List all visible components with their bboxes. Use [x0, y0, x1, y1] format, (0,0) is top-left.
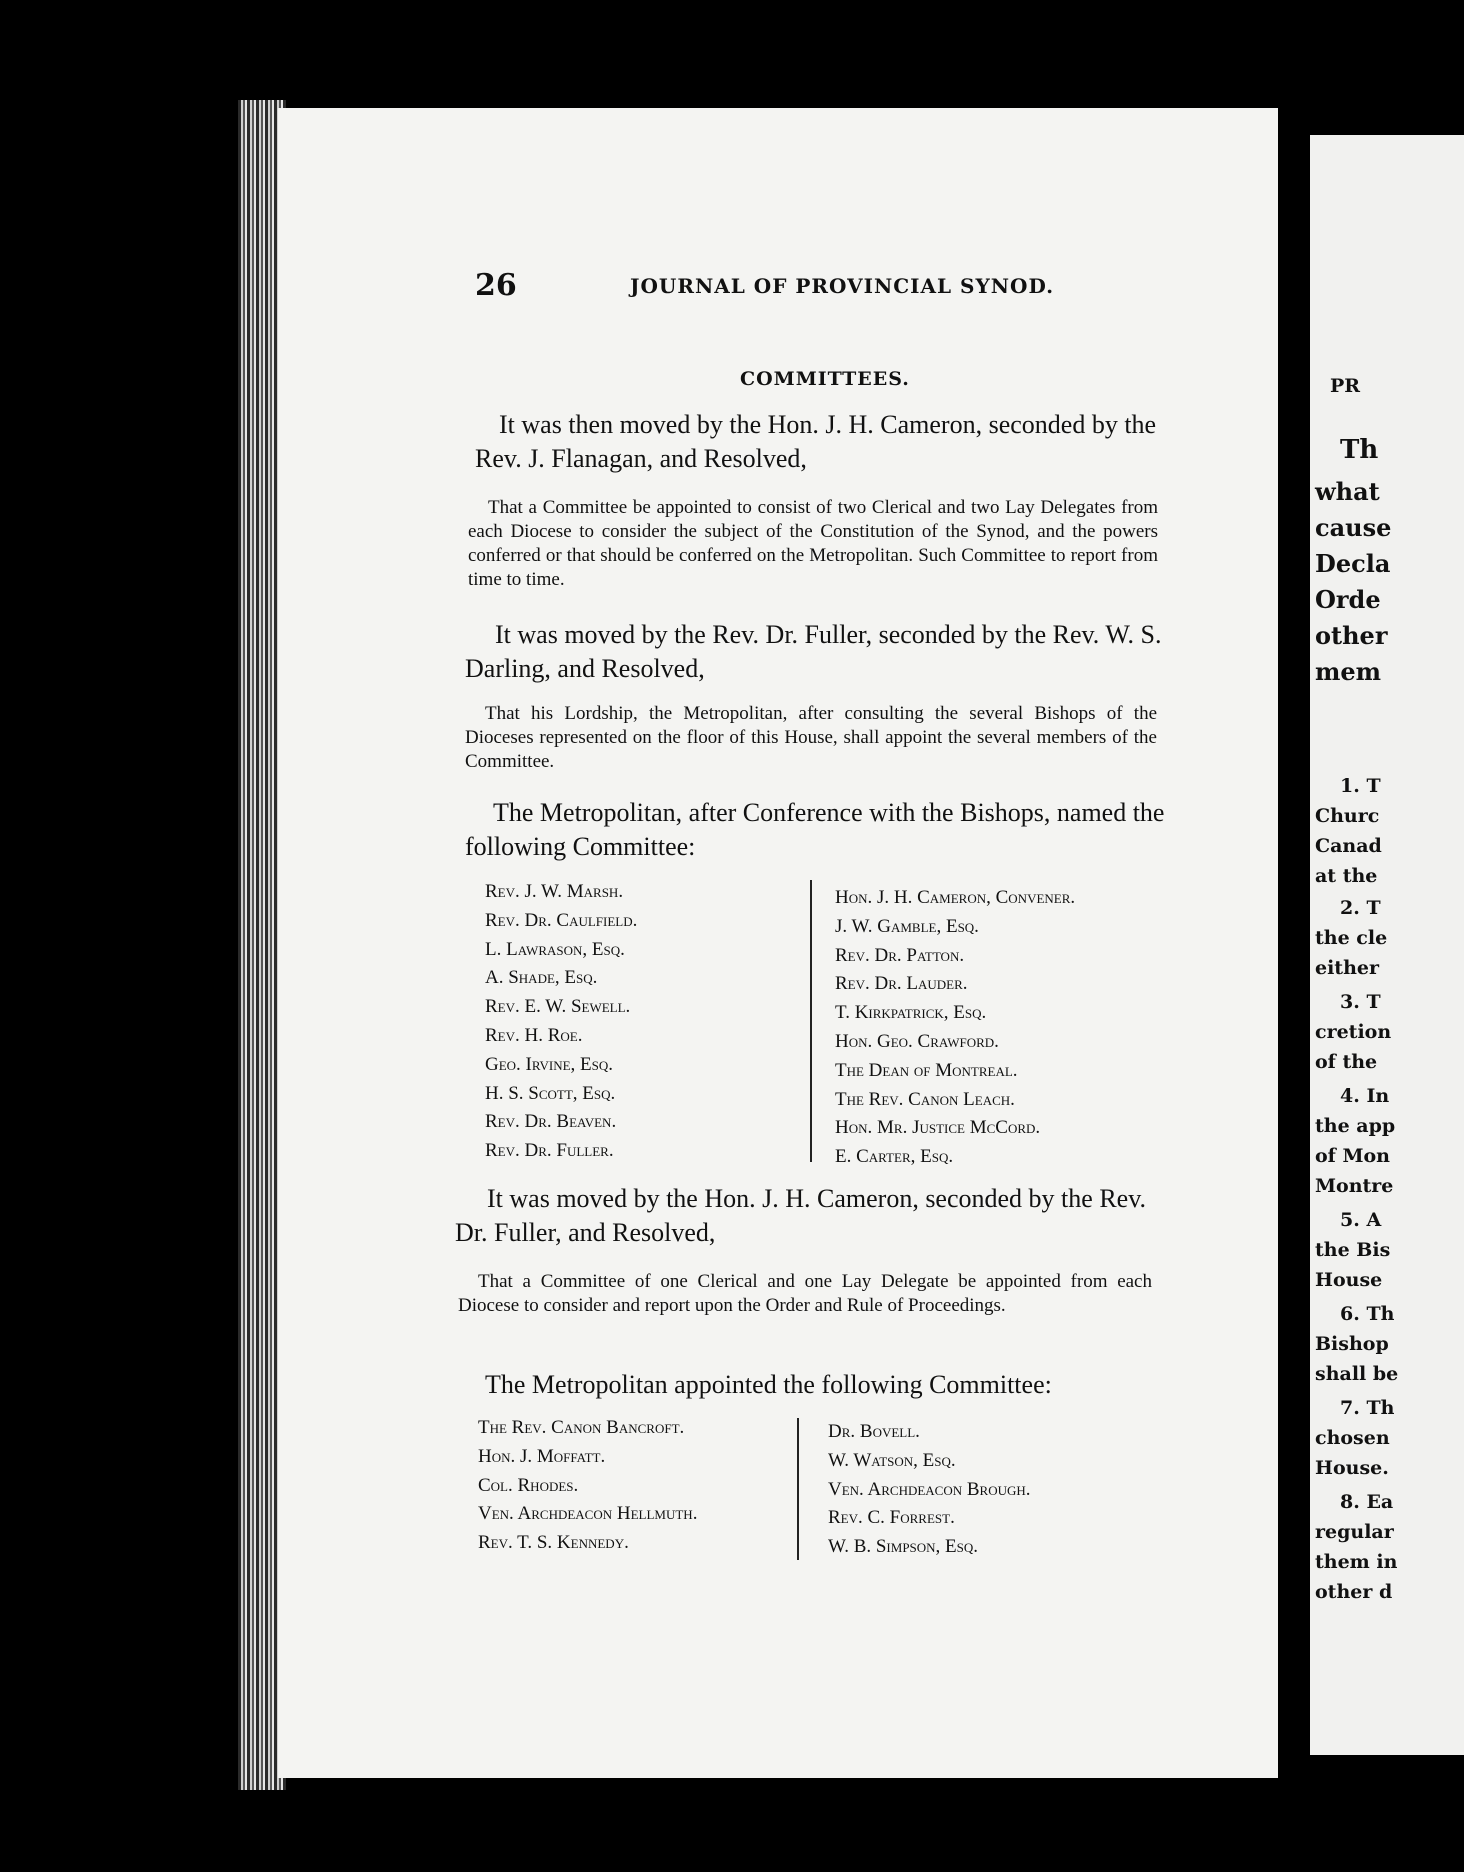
facing-page: [1310, 135, 1464, 1755]
facing-fragment: Montre: [1315, 1175, 1394, 1197]
committee-member: Rev. T. S. Kennedy.: [478, 1532, 629, 1554]
committee-member: Ven. Archdeacon Hellmuth.: [478, 1503, 698, 1525]
facing-fragment: chosen: [1315, 1427, 1390, 1449]
facing-fragment: Th: [1340, 435, 1379, 465]
facing-fragment: the cle: [1315, 927, 1388, 949]
facing-fragment: Churc: [1315, 805, 1380, 827]
facing-fragment: PR: [1330, 375, 1361, 397]
facing-fragment: cause: [1315, 513, 1392, 542]
facing-fragment: House.: [1315, 1457, 1389, 1479]
running-head: JOURNAL OF PROVINCIAL SYNOD.: [630, 274, 1055, 298]
committee-member: Hon. J. Moffatt.: [478, 1445, 606, 1467]
facing-fragment: the Bis: [1315, 1239, 1391, 1261]
motion-3-intro: It was moved by the Hon. J. H. Cameron, seconded by the Rev. Dr. Fuller, and Resolved,: [455, 1184, 1147, 1247]
committee-2-divider: [797, 1418, 799, 1560]
committee-member: Rev. Dr. Beaven.: [485, 1111, 617, 1133]
committee-member: Ven. Archdeacon Brough.: [828, 1478, 1031, 1500]
committee-1-divider: [810, 880, 812, 1162]
facing-fragment: at the: [1315, 865, 1378, 887]
motion-1-intro: It was then moved by the Hon. J. H. Cameron, seconded by the Rev. J. Flanagan, and Resolved,: [475, 410, 1157, 473]
committee-member: Rev. Dr. Fuller.: [485, 1140, 614, 1162]
committee-member: J. W. Gamble, Esq.: [835, 915, 979, 937]
facing-fragment: regular: [1315, 1521, 1394, 1543]
facing-fragment: 1. T: [1340, 775, 1381, 797]
committee-member: The Dean of Montreal.: [835, 1059, 1018, 1081]
facing-fragment: 5. A: [1340, 1209, 1382, 1231]
committee-member: H. S. Scott, Esq.: [485, 1082, 616, 1104]
motion-3-resolution: That a Committee of one Clerical and one Lay Delegate be appointed from each Diocese to consider and report upon the Order and Rule of Proceedings.: [458, 1271, 1152, 1316]
page-number: 26: [475, 268, 517, 303]
facing-fragment: 2. T: [1340, 897, 1381, 919]
facing-fragment: Orde: [1315, 585, 1381, 614]
committee-member: Geo. Irvine, Esq.: [485, 1053, 614, 1075]
committee-member: Hon. Geo. Crawford.: [835, 1030, 999, 1052]
committee-member: Rev. C. Forrest.: [828, 1507, 955, 1529]
facing-fragment: cretion: [1315, 1021, 1392, 1043]
facing-fragment: 3. T: [1340, 991, 1381, 1013]
committee-2-right-column: [828, 1418, 1168, 1562]
facing-fragment: Decla: [1315, 549, 1391, 578]
committee-member: Hon. J. H. Cameron, Convener.: [835, 887, 1076, 908]
facing-fragment: them in: [1315, 1551, 1398, 1573]
committee-member: The Rev. Canon Leach.: [835, 1088, 1015, 1110]
facing-fragment: the app: [1315, 1115, 1396, 1137]
facing-fragment: mem: [1315, 657, 1382, 686]
committee-2-intro: The Metropolitan appointed the following Committee:: [485, 1370, 1052, 1399]
committee-2-left-column: [478, 1414, 788, 1558]
facing-fragment: House: [1315, 1269, 1383, 1291]
section-title: COMMITTEES.: [740, 368, 910, 390]
facing-fragment: either: [1315, 957, 1379, 979]
facing-fragment: what: [1315, 477, 1380, 506]
committee-member: The Rev. Canon Bancroft.: [478, 1417, 685, 1438]
committee-member: W. Watson, Esq.: [828, 1449, 956, 1471]
committee-1-right-column: [835, 884, 1175, 1172]
committee-member: T. Kirkpatrick, Esq.: [835, 1002, 987, 1024]
committee-member: W. B. Simpson, Esq.: [828, 1536, 979, 1558]
committee-member: Dr. Bovell.: [828, 1421, 920, 1442]
committee-1-left-column: [485, 878, 785, 1166]
facing-fragment: of the: [1315, 1051, 1378, 1073]
facing-fragment: of Mon: [1315, 1145, 1390, 1167]
committee-member: Rev. J. W. Marsh.: [485, 881, 624, 902]
committee-member: Rev. Dr. Lauder.: [835, 973, 968, 995]
committee-member: L. Lawrason, Esq.: [485, 938, 625, 960]
facing-fragment: 6. Th: [1340, 1303, 1395, 1325]
committee-member: Rev. Dr. Caulfield.: [485, 909, 638, 931]
motion-1-resolution: That a Committee be appointed to consist of two Clerical and two Lay Delegates from each Diocese to consider the subject of the Constitution of the Synod, and the powers conferred or that should be conferred on the Metropolitan. Such Committee to report from time to time.: [468, 497, 1158, 590]
committee-member: Col. Rhodes.: [478, 1474, 579, 1496]
facing-fragment: shall be: [1315, 1363, 1399, 1385]
motion-2-intro: It was moved by the Rev. Dr. Fuller, seconded by the Rev. W. S. Darling, and Resolved,: [465, 620, 1162, 683]
committee-member: E. Carter, Esq.: [835, 1146, 954, 1168]
facing-fragment: other: [1315, 621, 1388, 650]
committee-member: Rev. Dr. Patton.: [835, 944, 965, 966]
facing-fragment: Bishop: [1315, 1333, 1389, 1355]
facing-fragment: 8. Ea: [1340, 1491, 1394, 1513]
committee-member: A. Shade, Esq.: [485, 967, 598, 989]
committee-member: Rev. E. W. Sewell.: [485, 996, 631, 1018]
committee-member: Hon. Mr. Justice McCord.: [835, 1117, 1041, 1139]
facing-fragment: Canad: [1315, 835, 1382, 857]
facing-fragment: other d: [1315, 1581, 1393, 1603]
motion-2-resolution: That his Lordship, the Metropolitan, after consulting the several Bishops of the Dioceses represented on the floor of this House, shall appoint the several members of the Committee.: [465, 703, 1157, 772]
facing-fragment: 7. Th: [1340, 1397, 1395, 1419]
facing-fragment: 4. In: [1340, 1085, 1390, 1107]
committee-1-intro: The Metropolitan, after Conference with the Bishops, named the following Committee:: [465, 798, 1165, 861]
committee-member: Rev. H. Roe.: [485, 1024, 583, 1046]
